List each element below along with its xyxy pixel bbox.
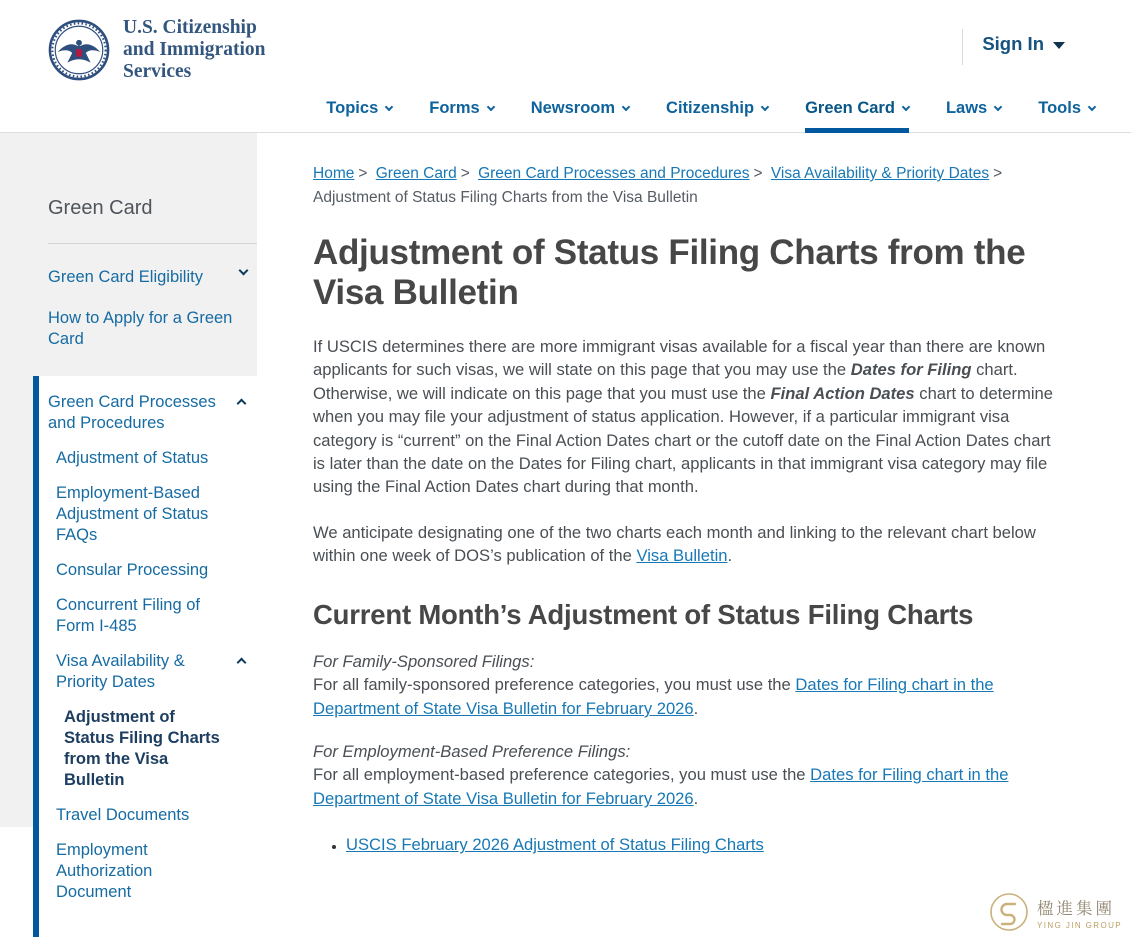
paragraph-text: We anticipate designating one of the two charts each month and linking to the relevant chart below within one week of DOS’s publication of the [313, 522, 1036, 566]
breadcrumb-separator: > [460, 165, 470, 182]
sidebar-item-label: Visa Availability & Priority Dates [56, 652, 185, 691]
logo-line1: U.S. Citizenship [123, 17, 257, 38]
sidebar-item-visa-availability[interactable] [48, 651, 247, 693]
chevron-down-icon [761, 102, 769, 110]
logo-line2: and Immigration [123, 39, 266, 61]
breadcrumb [313, 162, 1067, 210]
sidebar-item-employment-authorization[interactable] [48, 840, 247, 903]
sign-in-label: Sign In [982, 33, 1044, 54]
main-content [257, 133, 1131, 855]
site-header [0, 0, 1131, 133]
nav-label: Green Card [805, 99, 895, 117]
dhs-seal-icon [48, 19, 110, 81]
family-filings-label: For Family-Sponsored Filings: [313, 651, 535, 671]
sidebar-item-label: Green Card Eligibility [48, 268, 203, 286]
caret-down-icon [1053, 42, 1065, 49]
nav-item-green-card[interactable] [805, 99, 909, 133]
chevron-down-icon [239, 266, 249, 276]
nav-label: Tools [1038, 99, 1081, 117]
chevron-up-icon [237, 658, 247, 668]
paragraph-text: . [693, 699, 699, 719]
final-action-dates-emphasis: Final Action Dates [770, 383, 915, 403]
nav-item-forms[interactable] [429, 99, 493, 133]
sign-in-button[interactable] [982, 33, 1065, 55]
sidebar-item-adjustment-of-status[interactable] [48, 448, 247, 469]
sidebar-item-label: Employment Authorization Document [56, 841, 153, 901]
chevron-down-icon [385, 102, 393, 110]
breadcrumb-current: Adjustment of Status Filing Charts from the Visa Bulletin [313, 189, 698, 206]
chevron-down-icon [486, 102, 494, 110]
yingjin-logo-icon [989, 892, 1029, 932]
section-title: Current Month’s Adjustment of Status Filing Charts [313, 598, 974, 630]
anticipate-paragraph [313, 521, 1067, 568]
sidebar-item-label: Adjustment of Status [56, 449, 209, 467]
paragraph-text: For all family-sponsored preference categories, you must use the [313, 675, 796, 695]
sidebar-item-processes-procedures[interactable] [48, 392, 247, 434]
watermark-chinese: 楹進集團 [1037, 898, 1116, 918]
sidebar-item-green-card-eligibility[interactable] [48, 267, 243, 288]
nav-label: Topics [326, 99, 379, 117]
chevron-up-icon [237, 399, 247, 409]
sidebar-title: Green Card [48, 197, 153, 219]
sidebar-item-how-to-apply[interactable] [48, 308, 243, 350]
chevron-down-icon [902, 102, 910, 110]
nav-label: Laws [945, 99, 988, 117]
logo-wordmark [123, 17, 265, 84]
sidebar-item-label: Employment-Based Adjustment of Status FAQs [56, 484, 209, 544]
breadcrumb-link-green-card[interactable]: Green Card [375, 165, 457, 182]
charts-bullet-list [346, 833, 1067, 856]
watermark-english: YING JIN GROUP [1037, 920, 1122, 930]
paragraph-text: If USCIS determines there are more immigrant visas available for a fiscal year than there are known applicants for such visas, we will state on this page that you may use the [313, 337, 1046, 380]
uscis-logo[interactable] [48, 17, 265, 84]
logo-line3: Services [123, 61, 192, 83]
visa-bulletin-link[interactable]: Visa Bulletin [636, 546, 728, 566]
sidebar-item-travel-documents[interactable] [48, 805, 247, 826]
intro-paragraph [313, 335, 1067, 499]
paragraph-text: . [727, 546, 733, 566]
paragraph-text: . [693, 789, 699, 809]
uscis-filing-charts-link[interactable]: USCIS February 2026 Adjustment of Status Filing Charts [346, 835, 764, 855]
sidebar-item-consular-processing[interactable] [48, 560, 247, 581]
sidebar-item-label: Green Card Processes and Procedures [48, 393, 216, 432]
paragraph-text: For all employment-based preference categories, you must use the [313, 765, 811, 785]
watermark [989, 892, 1122, 932]
chevron-down-icon [1088, 102, 1096, 110]
sidebar-item-label: Concurrent Filing of Form I-485 [56, 596, 200, 635]
nav-item-tools[interactable] [1038, 99, 1095, 133]
nav-item-laws[interactable] [946, 99, 1001, 133]
employment-filings-label: For Employment-Based Preference Filings: [313, 742, 631, 762]
page-title: Adjustment of Status Filing Charts from the Visa Bulletin [313, 233, 1026, 312]
employment-filings-text [313, 763, 1067, 811]
sidebar-item-label: Consular Processing [56, 561, 209, 579]
paragraph-text: chart to determine when you may file your adjustment of status application. However, if a particular immigrant visa category is “current” on the Final Action Dates chart or the cutoff date on the Final Action Dates chart is later than the date on the Dates for Filing chart, applicants in that immigrant visa category may file using the Final Action Dates chart during that month. [313, 383, 1054, 497]
page-body [0, 133, 1131, 901]
breadcrumb-link-processes[interactable]: Green Card Processes and Procedures [478, 165, 750, 182]
sidebar-item-employment-based-faqs[interactable] [48, 483, 247, 546]
sidebar-item-label: Adjustment of Status Filing Charts from the Visa Bulletin [64, 708, 220, 789]
nav-item-topics[interactable] [326, 99, 392, 133]
sidebar [0, 133, 257, 901]
sidebar-expanded-card [33, 376, 257, 937]
breadcrumb-separator: > [753, 165, 763, 182]
sidebar-item-concurrent-filing-i485[interactable] [48, 595, 247, 637]
list-item [346, 833, 1067, 856]
nav-item-newsroom[interactable] [531, 99, 629, 133]
nav-item-citizenship[interactable] [666, 99, 768, 133]
sidebar-item-label: Travel Documents [56, 806, 190, 824]
breadcrumb-separator: > [358, 165, 368, 182]
chevron-down-icon [622, 102, 630, 110]
nav-label: Newsroom [530, 99, 616, 117]
primary-nav [326, 99, 1095, 133]
paragraph-text: chart. Otherwise, we will indicate on this page that you must use the [313, 360, 1018, 403]
breadcrumb-link-home[interactable]: Home [313, 165, 355, 182]
nav-label: Forms [429, 99, 480, 117]
family-dates-for-filing-link[interactable]: Dates for Filing chart in the Department of State Visa Bulletin for February 2026 [313, 675, 994, 719]
watermark-text [1037, 895, 1122, 930]
header-divider [962, 29, 963, 65]
nav-label: Citizenship [666, 99, 755, 117]
dates-for-filing-emphasis: Dates for Filing [850, 360, 972, 380]
employment-dates-for-filing-link[interactable]: Dates for Filing chart in the Department of State Visa Bulletin for February 2026 [313, 765, 1009, 809]
chevron-down-icon [994, 102, 1002, 110]
sidebar-item-aos-filing-charts-current[interactable] [48, 707, 247, 791]
breadcrumb-link-visa-availability[interactable]: Visa Availability & Priority Dates [770, 165, 990, 182]
divider [48, 243, 257, 244]
sidebar-item-label: How to Apply for a Green Card [48, 309, 233, 348]
family-filings-text [313, 673, 1067, 721]
breadcrumb-separator: > [993, 165, 1003, 182]
